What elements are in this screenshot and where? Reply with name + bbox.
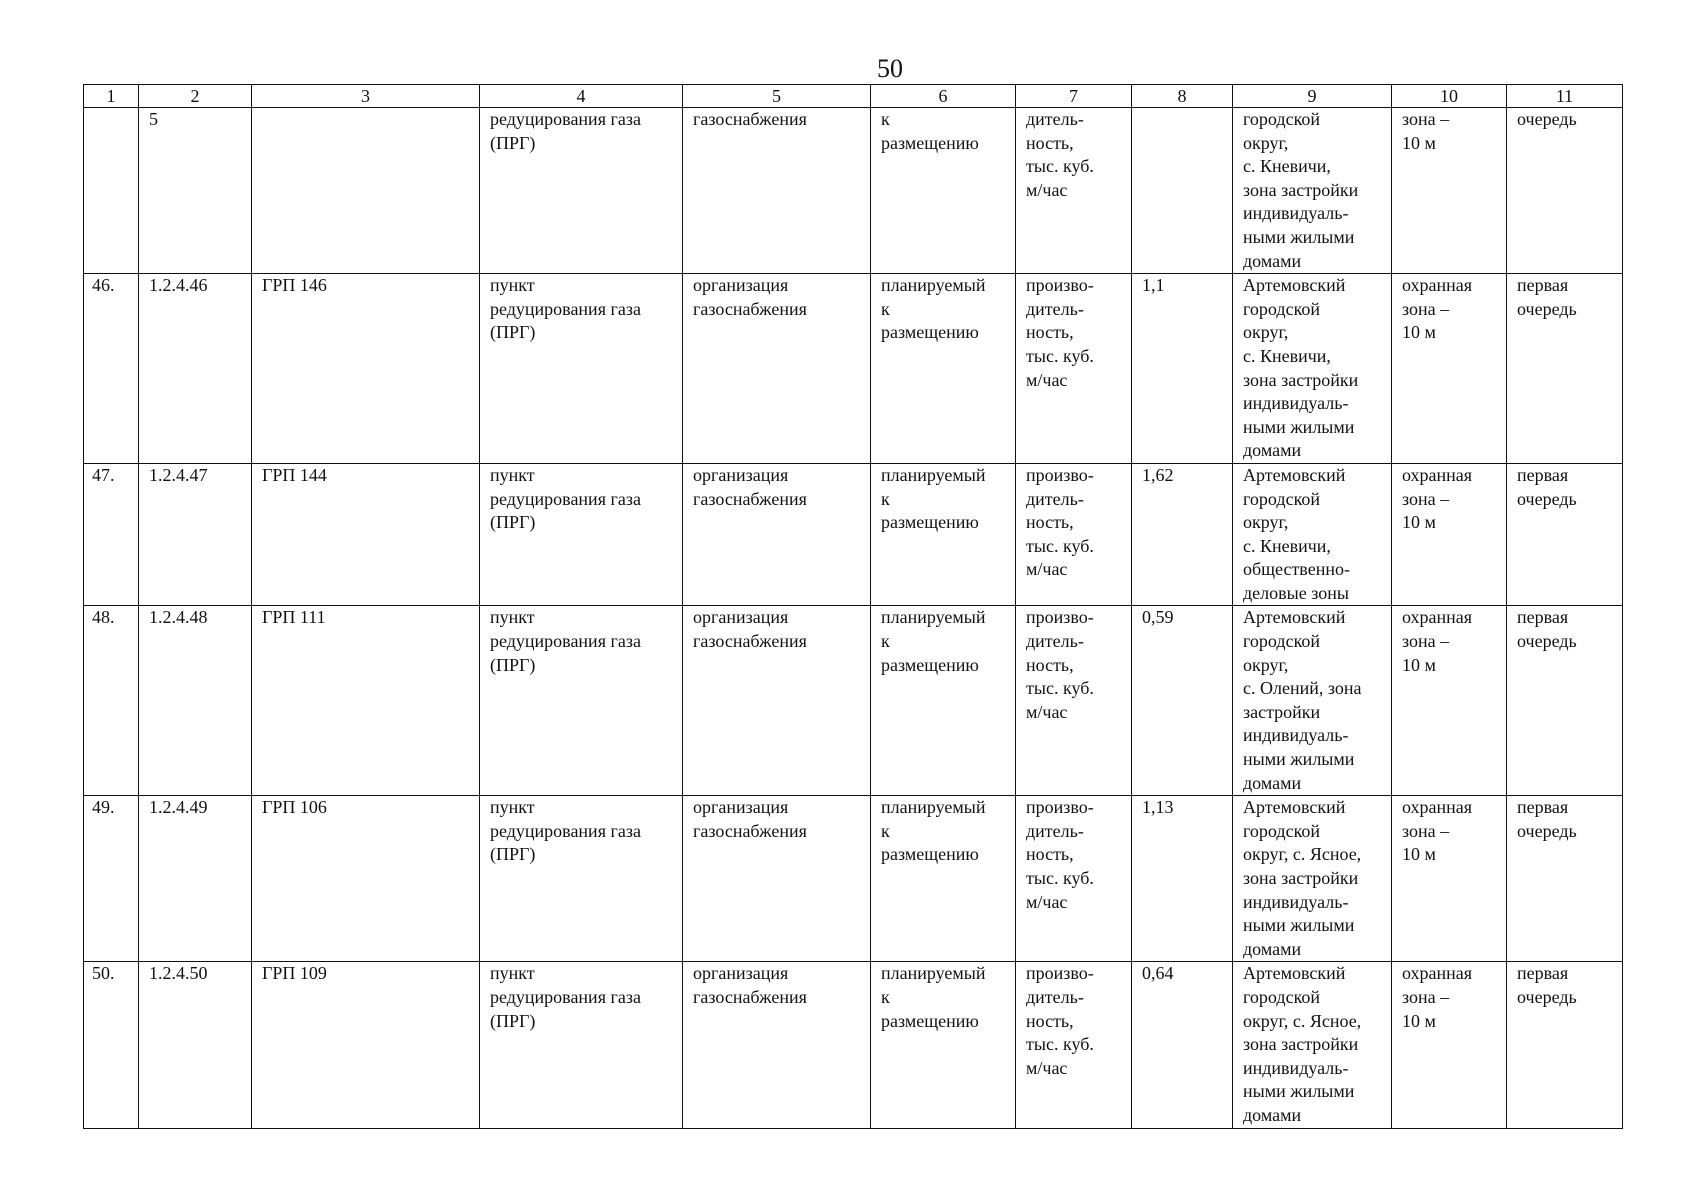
table-cell-zone xyxy=(1392,463,1507,606)
table-cell-characteristic xyxy=(1016,796,1132,962)
table-cell-num xyxy=(84,606,139,796)
table-cell-num xyxy=(84,108,139,274)
cell-text: планируемый к размещению xyxy=(881,275,986,343)
table-cell-characteristic xyxy=(1016,606,1132,796)
table-cell-name xyxy=(252,606,480,796)
cell-text: 1.2.4.48 xyxy=(149,607,208,628)
table-cell-num xyxy=(84,962,139,1128)
cell-text: планируемый к размещению xyxy=(881,607,986,675)
cell-text: планируемый к размещению xyxy=(881,797,986,865)
cell-text: ГРП 146 xyxy=(262,275,327,296)
table-cell-num xyxy=(84,463,139,606)
table-cell-location xyxy=(1233,606,1392,796)
cell-text: охранная зона – 10 м xyxy=(1402,464,1473,533)
table-cell-zone xyxy=(1392,108,1507,274)
column-header: 9 xyxy=(1233,85,1392,108)
table-cell-location xyxy=(1233,108,1392,274)
cell-text: очередь xyxy=(1517,109,1577,129)
table-cell-type xyxy=(480,962,683,1128)
table-cell-value xyxy=(1132,463,1233,606)
cell-text: ГРП 106 xyxy=(262,797,327,818)
cell-text: Артемовский городской округ, с. Кневичи, зона застройки индивидуаль- ными жилыми домами xyxy=(1243,275,1359,461)
cell-text: редуцирования газа (ПРГ) xyxy=(490,109,641,153)
table-cell-zone xyxy=(1392,274,1507,464)
table-cell-value xyxy=(1132,606,1233,796)
table-cell-code xyxy=(139,606,252,796)
cell-text: Артемовский городской округ, с. Ясное, зона застройки индивидуаль- ными жилыми домами xyxy=(1243,963,1362,1125)
table-cell-status xyxy=(871,796,1016,962)
table-row xyxy=(84,274,1623,464)
cell-text: организация газоснабжения xyxy=(693,464,807,509)
column-header: 7 xyxy=(1016,85,1132,108)
cell-text: произво- дитель- ность, тыс. куб. м/час xyxy=(1026,607,1094,722)
cell-text: планируемый к размещению xyxy=(881,963,986,1031)
cell-text: организация газоснабжения xyxy=(693,275,807,319)
facilities-table xyxy=(83,84,1623,1129)
table-cell-purpose xyxy=(683,606,871,796)
table-cell-zone xyxy=(1392,962,1507,1128)
table-cell-name xyxy=(252,962,480,1128)
cell-text: ГРП 144 xyxy=(262,464,327,485)
page-number: 50 xyxy=(877,54,903,83)
table-cell-value xyxy=(1132,962,1233,1128)
table-cell-type xyxy=(480,463,683,606)
table-cell-type xyxy=(480,796,683,962)
table-cell-stage xyxy=(1507,463,1623,606)
cell-text: пункт редуцирования газа (ПРГ) xyxy=(490,963,641,1031)
table-cell-status xyxy=(871,962,1016,1128)
cell-text: 1,13 xyxy=(1142,797,1174,818)
column-header: 11 xyxy=(1507,85,1623,108)
cell-text: Артемовский городской округ, с. Олений, зона застройки индивидуаль- ными жилыми домами xyxy=(1243,607,1362,793)
cell-text: ГРП 109 xyxy=(262,963,327,984)
table-cell-stage xyxy=(1507,108,1623,274)
table-cell-status xyxy=(871,606,1016,796)
table-cell-num xyxy=(84,796,139,962)
cell-text: городской округ, с. Кневичи, зона застройки индивидуаль- ными жилыми домами xyxy=(1243,109,1359,271)
cell-text: охранная зона – 10 м xyxy=(1402,275,1473,343)
cell-text: пункт редуцирования газа (ПРГ) xyxy=(490,464,641,533)
table-cell-value xyxy=(1132,108,1233,274)
table-cell-type xyxy=(480,274,683,464)
cell-text: ГРП 111 xyxy=(262,607,326,628)
table-row xyxy=(84,606,1623,796)
table-cell-code xyxy=(139,274,252,464)
table-cell-type xyxy=(480,108,683,274)
cell-text: планируемый к размещению xyxy=(881,464,986,533)
cell-text: пункт редуцирования газа (ПРГ) xyxy=(490,797,641,865)
cell-text: пункт редуцирования газа (ПРГ) xyxy=(490,275,641,343)
table-cell-characteristic xyxy=(1016,962,1132,1128)
table-cell-zone xyxy=(1392,796,1507,962)
table-cell-code xyxy=(139,463,252,606)
cell-text: 0,64 xyxy=(1142,963,1174,984)
table-cell-code xyxy=(139,796,252,962)
table-cell-location xyxy=(1233,796,1392,962)
table-row xyxy=(84,796,1623,962)
cell-text: 1,62 xyxy=(1142,464,1174,485)
table-cell-purpose xyxy=(683,463,871,606)
table-cell-characteristic xyxy=(1016,463,1132,606)
table-cell-stage xyxy=(1507,796,1623,962)
table-cell-purpose xyxy=(683,796,871,962)
column-header: 10 xyxy=(1392,85,1507,108)
cell-text: 5 xyxy=(149,109,158,129)
cell-text: 49. xyxy=(92,797,115,818)
table-cell-code xyxy=(139,108,252,274)
table-cell-characteristic xyxy=(1016,274,1132,464)
cell-text: первая очередь xyxy=(1517,797,1577,841)
cell-text: газоснабжения xyxy=(693,109,807,129)
cell-text: зона – 10 м xyxy=(1402,109,1450,153)
column-header: 5 xyxy=(683,85,871,108)
table-cell-value xyxy=(1132,796,1233,962)
cell-text: 1.2.4.46 xyxy=(149,275,208,296)
table-cell-num xyxy=(84,274,139,464)
table-cell-code xyxy=(139,962,252,1128)
table-row xyxy=(84,463,1623,606)
cell-text: произво- дитель- ность, тыс. куб. м/час xyxy=(1026,963,1094,1078)
cell-text: 50. xyxy=(92,963,115,984)
cell-text: организация газоснабжения xyxy=(693,797,807,841)
cell-text: 1.2.4.47 xyxy=(149,464,208,485)
cell-text: первая очередь xyxy=(1517,275,1577,319)
cell-text: 47. xyxy=(92,464,115,485)
cell-text: произво- дитель- ность, тыс. куб. м/час xyxy=(1026,275,1094,390)
table-cell-status xyxy=(871,108,1016,274)
cell-text: охранная зона – 10 м xyxy=(1402,963,1473,1031)
table-row xyxy=(84,962,1623,1128)
cell-text: 0,59 xyxy=(1142,607,1174,628)
cell-text: 48. xyxy=(92,607,115,628)
table-cell-status xyxy=(871,463,1016,606)
table-cell-zone xyxy=(1392,606,1507,796)
column-header: 4 xyxy=(480,85,683,108)
cell-text: дитель- ность, тыс. куб. м/час xyxy=(1026,109,1094,200)
cell-text: Артемовский городской округ, с. Ясное, зона застройки индивидуаль- ными жилыми домами xyxy=(1243,797,1362,959)
table-cell-stage xyxy=(1507,962,1623,1128)
table-cell-name xyxy=(252,463,480,606)
cell-text: первая очередь xyxy=(1517,607,1577,652)
column-header: 8 xyxy=(1132,85,1233,108)
cell-text: к размещению xyxy=(881,109,979,153)
table-cell-name xyxy=(252,796,480,962)
table-cell-stage xyxy=(1507,274,1623,464)
table-cell-characteristic xyxy=(1016,108,1132,274)
table-cell-type xyxy=(480,606,683,796)
table-cell-purpose xyxy=(683,962,871,1128)
cell-text: организация газоснабжения xyxy=(693,607,807,652)
cell-text: 1.2.4.50 xyxy=(149,963,208,984)
column-header-row xyxy=(84,85,1623,108)
cell-text: 1,1 xyxy=(1142,275,1165,296)
cell-text: произво- дитель- ность, тыс. куб. м/час xyxy=(1026,797,1094,912)
table-cell-location xyxy=(1233,463,1392,606)
table-cell-location xyxy=(1233,962,1392,1128)
cell-text: первая очередь xyxy=(1517,464,1577,509)
table-cell-name xyxy=(252,274,480,464)
table-cell-status xyxy=(871,274,1016,464)
column-header: 3 xyxy=(252,85,480,108)
column-header: 2 xyxy=(139,85,252,108)
cell-text: пункт редуцирования газа (ПРГ) xyxy=(490,607,641,675)
cell-text: охранная зона – 10 м xyxy=(1402,797,1473,865)
cell-text: произво- дитель- ность, тыс. куб. м/час xyxy=(1026,464,1094,580)
table-cell-purpose xyxy=(683,274,871,464)
table-cell-stage xyxy=(1507,606,1623,796)
table-row xyxy=(84,108,1623,274)
table-cell-location xyxy=(1233,274,1392,464)
column-header: 1 xyxy=(84,85,139,108)
table-cell-name xyxy=(252,108,480,274)
cell-text: организация газоснабжения xyxy=(693,963,807,1007)
cell-text: охранная зона – 10 м xyxy=(1402,607,1473,675)
table-cell-value xyxy=(1132,274,1233,464)
cell-text: 1.2.4.49 xyxy=(149,797,208,818)
table-cell-purpose xyxy=(683,108,871,274)
cell-text: первая очередь xyxy=(1517,963,1577,1007)
cell-text: 46. xyxy=(92,275,115,296)
column-header: 6 xyxy=(871,85,1016,108)
cell-text: Артемовский городской округ, с. Кневичи, общественно- деловые зоны xyxy=(1243,464,1350,603)
